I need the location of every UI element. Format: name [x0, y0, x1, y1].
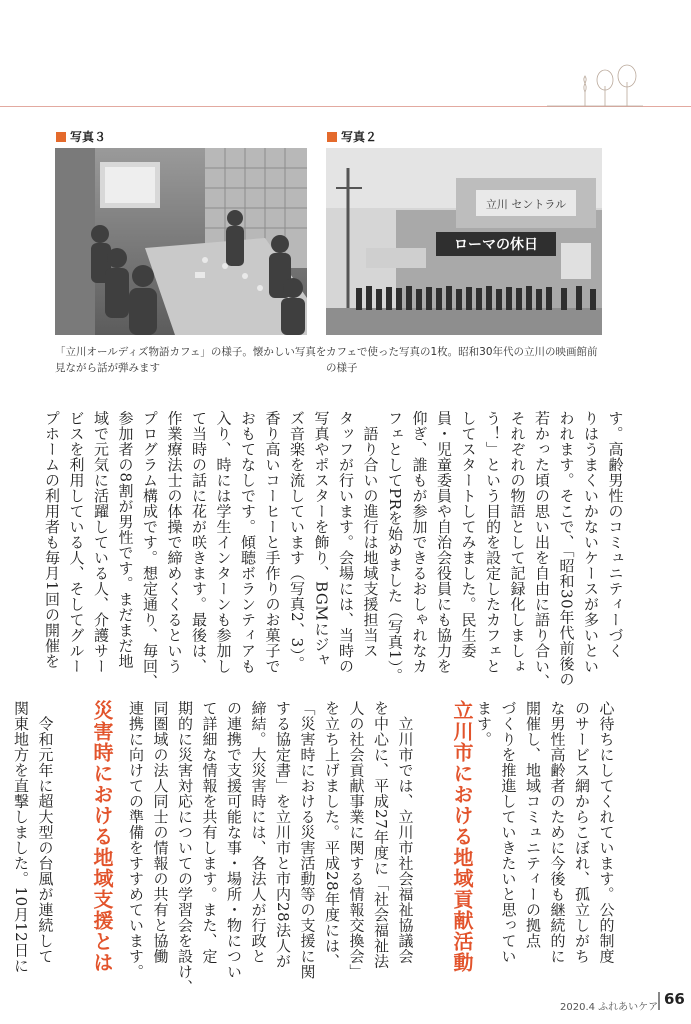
text-line: す。高齢男性のコミュニティーづく: [606, 410, 625, 659]
article-lower-text-3: [12, 690, 82, 974]
text-line: 締結。大災害時には、各法人が行政と: [249, 700, 268, 965]
text-line: ズ音楽を流しています（写真2、3）。: [288, 410, 306, 672]
article-lower-text-1: [475, 690, 643, 972]
label-square-icon: [327, 132, 337, 142]
text-line: りはうまくいかないケースが多いとい: [582, 410, 600, 675]
label-square-icon: [56, 132, 66, 142]
text-line: 人の社会貢献事業に関する情報交換会」: [347, 700, 366, 980]
text-line: の連携で支援可能な事・場所・物につい: [225, 700, 243, 980]
photo2-image: [326, 148, 602, 335]
text-line: われます。そこで、「昭和30年代前後の: [557, 410, 576, 687]
text-line: ビスを利用している人、そしてグルー: [67, 410, 86, 675]
page-number: 66: [664, 990, 685, 1008]
text-line: おもてなしです。傾聴ボランティアも: [239, 410, 257, 675]
text-line: 立川市では、立川市社会福祉協議会: [396, 700, 415, 965]
text-line: て詳細な情報を共有します。また、定: [200, 700, 219, 965]
footer-divider: [658, 992, 660, 1010]
text-line: 心待ちにしてくれています。公的制度: [597, 700, 616, 965]
section-heading-local-activity: 立川市における地域貢献活動: [450, 700, 474, 973]
text-line: 同圏域の法人同士の情報の共有と協働: [151, 700, 170, 965]
cinema-sign: 立川 セントラル: [485, 198, 567, 211]
text-line: ます。: [475, 700, 493, 748]
text-line: プログラム構成です。想定通り、毎回、: [141, 410, 159, 690]
text-line: づくりを推進していきたいと思ってい: [499, 700, 518, 965]
text-line: 関東地方を直撃しました。10月12日に: [12, 700, 30, 974]
text-line: 入り、時には学生インターンも参加し: [214, 410, 233, 675]
text-line: 連携に向けての準備をすすめています。: [127, 700, 145, 980]
text-line: 作業療法士の体操で締めくくるという: [165, 410, 184, 675]
photo2-caption: カフェで使った写真の1枚。昭和30年代の立川の映画館前の様子: [326, 346, 598, 374]
text-line: それぞれの物語として記録化しましょ: [508, 410, 527, 675]
text-line: 開催し、地域コミュニティーの拠点: [524, 700, 542, 949]
text-line: 域で元気に活躍している人、介護サー: [92, 410, 110, 675]
text-line: する協定書」を立川市と市内28法人が: [274, 700, 292, 969]
text-line: 香り高いコーヒーと手作りのお菓子で: [263, 410, 282, 675]
text-line: を中心に、平成27年度に「社会福祉法: [372, 700, 390, 969]
text-line: 令和元年に超大型の台風が連続して: [36, 700, 55, 965]
text-line: 員・児童委員や自治会役員にも協力を: [435, 410, 453, 675]
text-line: してスタートしてみました。民生委: [459, 410, 478, 659]
text-line: フェとしてPRを始めました（写真1）。: [386, 410, 404, 684]
text-line: タッフが行います。会場には、当時の: [337, 410, 355, 675]
photo2-label: 写真２: [327, 128, 377, 145]
section-heading-disaster-support: 災害時における地域支援とは: [90, 700, 114, 973]
tree-illustration: [545, 52, 645, 108]
article-lower-text-2: [124, 690, 442, 996]
text-line: な男性高齢者のために今後も継続的に: [548, 700, 567, 965]
text-line: 「災害時における災害活動等の支援に関: [298, 700, 317, 980]
film-sign: ローマの休日: [454, 237, 538, 253]
text-line: 期的に災害対応についての学習会を設け、: [176, 700, 194, 996]
text-line: 写真やポスターを飾り、BGMにジャ: [312, 410, 331, 668]
issue-info: 2020.4 ふれあいケア: [560, 1002, 659, 1013]
text-line: 語り合いの進行は地域支援担当ス: [361, 410, 380, 659]
photo3-caption: 「立川オールディズ物語カフェ」の様子。懐かしい写真を見ながら話が弾みます: [55, 346, 327, 374]
photo3-label: 写真３: [56, 128, 106, 145]
text-line: プホームの利用者も毎月1回の開催を: [43, 410, 61, 669]
photo3-image: [55, 148, 307, 335]
text-line: 若かった頃の思い出を自由に語り合い、: [533, 410, 551, 690]
text-line: 仰ぎ、誰もが参加できるおしゃれなカ: [410, 410, 429, 675]
text-line: う！」という目的を設定したカフェと: [484, 410, 502, 675]
text-line: て当時の話に花が咲きます。最後は、: [190, 410, 208, 675]
text-line: を立ち上げました。平成28年度には、: [323, 700, 341, 969]
text-line: のサービス網からこぼれ、孤立しがち: [573, 700, 591, 965]
text-line: 参加者の8割が男性です。まだまだ地: [116, 410, 135, 669]
article-upper-text: [43, 400, 652, 690]
